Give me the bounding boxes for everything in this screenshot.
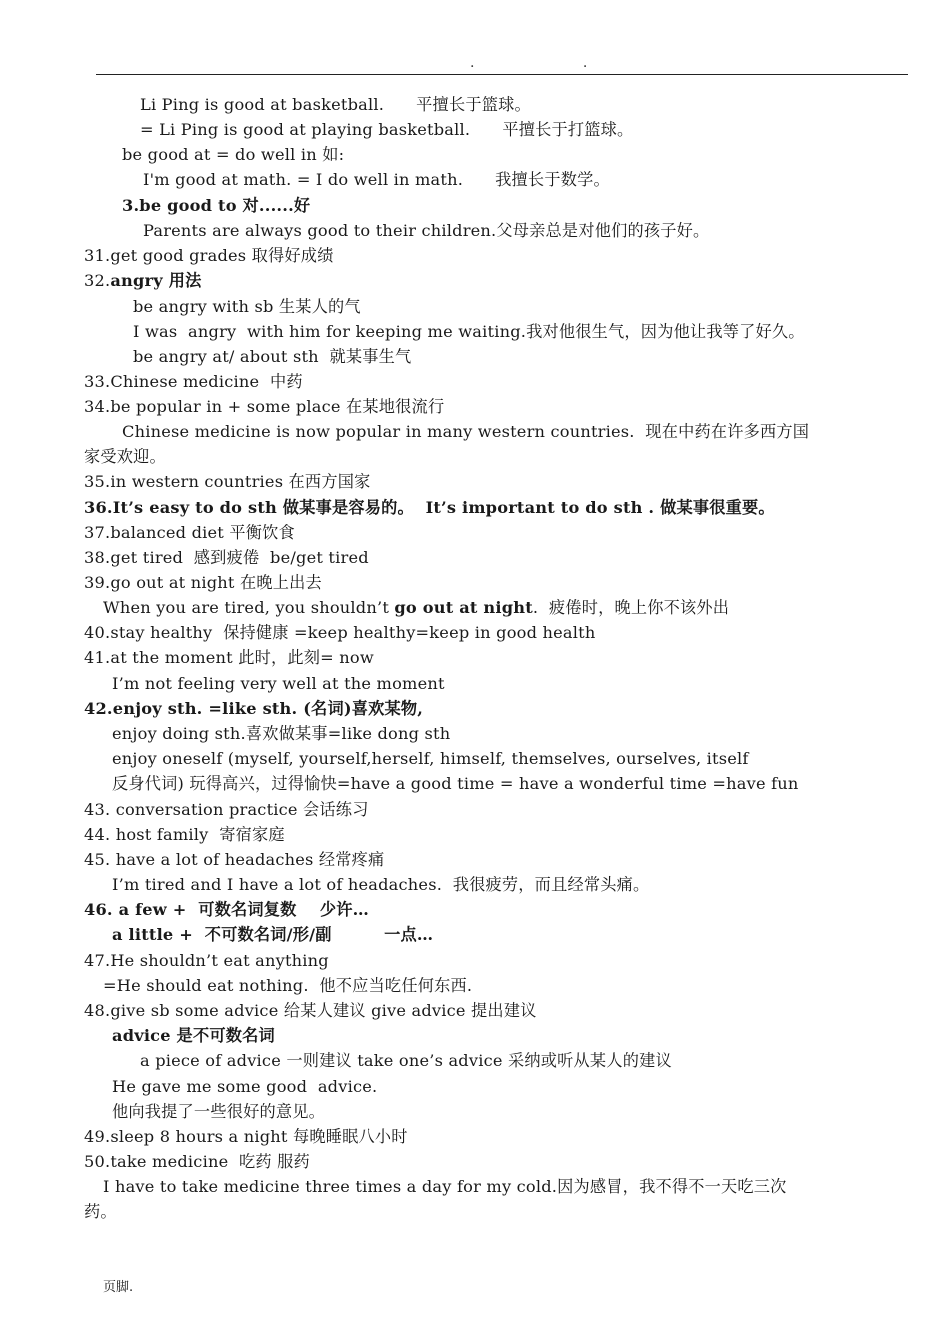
line-text: I have to take medicine three times a day for my cold.因为感冒，我不得不一天吃三次	[103, 1177, 787, 1196]
text-line	[112, 1076, 377, 1098]
text-line	[112, 723, 450, 745]
text-line	[84, 572, 322, 594]
line-text: 31.get good grades 取得好成绩	[84, 246, 334, 265]
line-text: enjoy doing sth.喜欢做某事=like dong sth	[112, 724, 451, 743]
text-line	[112, 673, 445, 695]
text-line	[84, 371, 303, 393]
text-line	[84, 1126, 408, 1148]
line-text: a piece of advice 一则建议 take one’s advice 采纳或听从某人的建议	[140, 1051, 672, 1070]
line-text: 35.in western countries 在西方国家	[84, 472, 371, 491]
line-text: a little + 不可数名词/形/副 一点…	[112, 925, 434, 944]
line-text: Chinese medicine is now popular in many western countries. 现在中药在许多西方国	[122, 422, 810, 441]
line-text: 36.It’s easy to do sth 做某事是容易的。 It’s important to do sth . 做某事很重要。	[84, 498, 775, 517]
line-text: 44. host family 寄宿家庭	[84, 825, 285, 844]
text-line	[122, 421, 809, 443]
text-line	[140, 1050, 672, 1072]
line-text: 33.Chinese medicine 中药	[84, 372, 303, 391]
text-line	[84, 1201, 117, 1223]
line-text: 45. have a lot of headaches 经常疼痛	[84, 850, 385, 869]
line-text: I was angry with him for keeping me waiting.我对他很生气，因为他让我等了好久。	[133, 322, 805, 341]
line-text: 37.balanced diet 平衡饮食	[84, 523, 295, 542]
line-text: Parents are always good to their children.父母亲总是对他们的孩子好。	[143, 221, 710, 240]
text-line	[112, 874, 649, 896]
text-line	[103, 1176, 787, 1198]
line-text: 47.He shouldn’t eat anything	[84, 951, 329, 970]
line-text: 49.sleep 8 hours a night 每晚睡眠八小时	[84, 1127, 408, 1146]
line-text: 34.be popular in + some place 在某地很流行	[84, 397, 445, 416]
text-line	[140, 94, 531, 116]
line-text: be angry with sb 生某人的气	[133, 297, 361, 316]
line-bold-text: angry 用法	[110, 271, 202, 290]
line-text: 家受欢迎。	[84, 447, 166, 466]
text-line	[84, 1151, 310, 1173]
text-line	[84, 446, 166, 468]
text-line	[84, 497, 775, 519]
text-line	[140, 119, 633, 141]
line-text: 41.at the moment 此时，此刻= now	[84, 648, 374, 667]
text-line	[112, 748, 749, 770]
line-text: 38.get tired 感到疲倦 be/get tired	[84, 548, 369, 567]
line-text: 药。	[84, 1202, 117, 1221]
text-line	[84, 824, 285, 846]
text-line	[84, 547, 369, 569]
line-text: 43. conversation practice 会话练习	[84, 800, 369, 819]
line-text: 他向我提了一些很好的意见。	[112, 1102, 326, 1121]
text-line	[84, 270, 201, 292]
line-text: 32.	[84, 271, 111, 290]
line-text: enjoy oneself (myself, yourself,herself, himself, themselves, ourselves, itself	[112, 749, 749, 768]
text-line	[112, 1025, 275, 1047]
line-text: 反身代词) 玩得高兴，过得愉快=have a good time = have a wonderful time =have fun	[112, 774, 799, 793]
line-text-tail: . 疲倦时，晚上你不该外出	[532, 598, 730, 617]
text-line	[84, 849, 384, 871]
line-text: 50.take medicine 吃药 服药	[84, 1152, 310, 1171]
line-text: be angry at/ about sth 就某事生气	[133, 347, 412, 366]
text-line	[84, 647, 374, 669]
line-text: advice 是不可数名词	[112, 1026, 275, 1045]
line-text: =He should eat nothing. 他不应当吃任何东西.	[103, 976, 473, 995]
text-line	[84, 698, 423, 720]
line-text: I’m not feeling very well at the moment	[112, 674, 445, 693]
text-line	[84, 522, 295, 544]
text-line	[103, 975, 472, 997]
text-line	[133, 296, 361, 318]
text-line	[84, 622, 595, 644]
header-dots: . .	[470, 55, 640, 71]
line-text: 3.be good to 对......好	[122, 196, 311, 215]
line-text: He gave me some good advice.	[112, 1077, 378, 1096]
line-text: 40.stay healthy 保持健康 =keep healthy=keep in good health	[84, 623, 596, 642]
text-line	[112, 1101, 325, 1123]
text-line	[84, 245, 334, 267]
text-line	[84, 396, 444, 418]
line-text: 48.give sb some advice 给某人建议 give advice 提出建议	[84, 1001, 537, 1020]
text-line	[84, 950, 329, 972]
text-line	[112, 924, 433, 946]
text-line	[122, 195, 310, 217]
text-line	[133, 346, 411, 368]
text-line	[84, 799, 369, 821]
line-text: = Li Ping is good at playing basketball. 平擅长于打篮球。	[140, 120, 634, 139]
line-text: I'm good at math. = I do well in math. 我擅长于数学。	[143, 170, 610, 189]
line-text: Li Ping is good at basketball. 平擅长于篮球。	[140, 95, 531, 114]
text-line	[84, 899, 369, 921]
line-text: I’m tired and I have a lot of headaches. 我很疲劳，而且经常头痛。	[112, 875, 650, 894]
text-line	[112, 773, 799, 795]
line-text: 39.go out at night 在晚上出去	[84, 573, 322, 592]
text-line	[143, 220, 709, 242]
text-line	[84, 471, 370, 493]
text-line	[143, 169, 610, 191]
page-footer: 页脚.	[103, 1280, 134, 1295]
line-bold-text: go out at night	[394, 598, 533, 617]
header-rule	[96, 74, 908, 75]
text-line	[103, 597, 729, 619]
line-text: be good at = do well in 如:	[122, 145, 345, 164]
line-text: 46. a few + 可数名词复数 少许…	[84, 900, 370, 919]
line-text: 42.enjoy sth. =like sth. (名词)喜欢某物,	[84, 699, 424, 718]
line-text: When you are tired, you shouldn’t	[103, 598, 395, 617]
text-line	[133, 321, 805, 343]
text-line	[84, 1000, 537, 1022]
text-line	[122, 144, 344, 166]
